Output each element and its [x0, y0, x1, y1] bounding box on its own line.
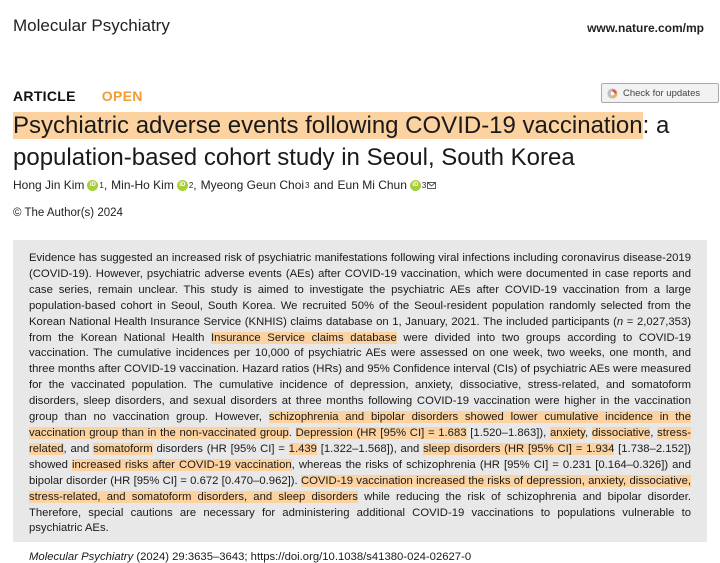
title-highlighted: Psychiatric adverse events following COVID-19 vaccination	[13, 112, 643, 139]
author-affiliation: 3	[421, 180, 427, 190]
abstract-text	[29, 251, 691, 537]
abstract-highlight: Depression (HR [95% CI] = 1.683	[295, 426, 467, 439]
citation-details: (2024) 29:3635–3643; https://doi.org/10.1038/s41380-024-02627-0	[133, 551, 472, 563]
orcid-icon[interactable]: iD	[177, 180, 188, 191]
abstract-segment: [1.520–1.863]),	[466, 426, 550, 439]
author-affiliation: 2	[188, 180, 194, 190]
abstract-segment: ,	[584, 426, 592, 439]
abstract-highlight: schizophrenia and bipolar disorders showed lower cumulative incidence in the vaccination group than in the non-vaccinated group	[29, 411, 691, 439]
abstract-segment: disorders (HR [95% CI] =	[152, 442, 289, 455]
abstract-segment: , and	[63, 442, 94, 455]
abstract-segment: .	[288, 426, 296, 439]
abstract-segment: [1.738–2.152]) showed	[29, 442, 691, 471]
copyright-notice: © The Author(s) 2024	[13, 207, 123, 219]
journal-url[interactable]: www.nature.com/mp	[587, 21, 704, 35]
abstract-highlight: COVID-19 vaccination increased the risks of depression, anxiety, dissociative, stress-related, and somatoform disorders, and sleep disorders	[29, 474, 691, 503]
abstract-highlight: anxiety	[550, 426, 585, 439]
abstract-highlight: somatoform	[93, 442, 153, 455]
check-for-updates-button[interactable]	[601, 83, 719, 103]
citation-line	[29, 551, 691, 563]
abstract-highlight: dissociative	[591, 426, 651, 439]
abstract-segment: n	[616, 315, 624, 328]
abstract-segment: were divided into two groups according to COVID-19 vaccination. The cumulative incidences per 10,000 of psychiatric AEs were assessed on one week, two weeks, one month, and three months after COVID-19 vaccination. Hazard ratios (HRs) and 95% Confidence interval (CIs) of psychiatric AEs were measured for the vaccinated population. The cumulative incidence of depression, anxiety, dissociative, stress-related, and somatoform disorders, sleep disorders, and sexual disorders at three months following COVID-19 vaccination were higher in the vaccination group than no vaccination group. However,	[29, 331, 691, 424]
abstract-segment: Evidence has suggested an increased risk of psychiatric manifestations following viral infections including coronavirus disease-2019 (COVID-19). However, psychiatric adverse events (AEs) after COVID-19 vaccination, which were documented in case reports and case series, remain unclear. This study is aimed to investigate the psychiatric AEs after COVID-19 vaccination from a large population-based cohort in Seoul, South Korea. We recruited 50% of the Seoul-resident population randomly selected from the Korean National Health Insurance Service (KNHIS) claims database on 1, January, 2021. The included participants (	[29, 252, 691, 328]
check-for-updates-label: Check for updates	[623, 87, 701, 99]
author-name[interactable]: Min-Ho Kim	[111, 178, 174, 192]
title-rest: : a population-based cohort study in Seoul, South Korea	[13, 112, 670, 171]
author-separator: ,	[103, 178, 108, 192]
author-name[interactable]: Eun Mi Chun	[337, 178, 407, 192]
orcid-icon[interactable]: iD	[410, 180, 421, 191]
author-name[interactable]: Myeong Geun Choi	[200, 178, 305, 192]
paper-title	[13, 110, 713, 174]
abstract-highlight: Insurance Service claims database	[211, 331, 397, 344]
citation-journal: Molecular Psychiatry	[29, 551, 134, 563]
abstract-highlight: increased risks after COVID-19 vaccination	[72, 458, 292, 471]
abstract-segment: ,	[650, 426, 658, 439]
abstract-highlight: sleep disorders (HR [95% CI] = 1.934	[423, 442, 615, 455]
journal-name: Molecular Psychiatry	[13, 16, 170, 35]
abstract-segment: while reducing the risk of schizophrenia and bipolar disorder. Therefore, special cautions are necessary for administering additional COVID-19 vaccinations to populations vulnerable to psychiatric AEs.	[29, 490, 691, 535]
abstract-segment: , whereas the risks of schizophrenia (HR [95% CI] = 0.231 [0.164–0.326]) and bipolar disorder (HR [95% CI] = 0.672 [0.470–0.962]).	[29, 458, 691, 487]
check-for-updates-icon	[607, 88, 618, 99]
abstract-highlight: 1.439	[288, 442, 317, 455]
mail-icon[interactable]	[427, 182, 436, 189]
author-name[interactable]: Hong Jin Kim	[13, 178, 85, 192]
author-separator: ,	[193, 178, 197, 192]
author-affiliation: 3	[305, 180, 310, 190]
abstract-segment: = 2,027,353) from the Korean National Health	[29, 315, 691, 344]
author-and: and	[313, 178, 334, 192]
abstract-box	[13, 240, 707, 563]
author-affiliation: 1	[99, 180, 104, 190]
article-type-label: ARTICLE	[13, 88, 76, 104]
author-list	[13, 178, 436, 192]
orcid-icon[interactable]: iD	[87, 180, 98, 191]
article-meta	[13, 88, 143, 104]
abstract-segment: [1.322–1.568]), and	[316, 442, 424, 455]
abstract-highlight: stress-related	[29, 426, 692, 455]
open-access-label: OPEN	[101, 88, 143, 104]
